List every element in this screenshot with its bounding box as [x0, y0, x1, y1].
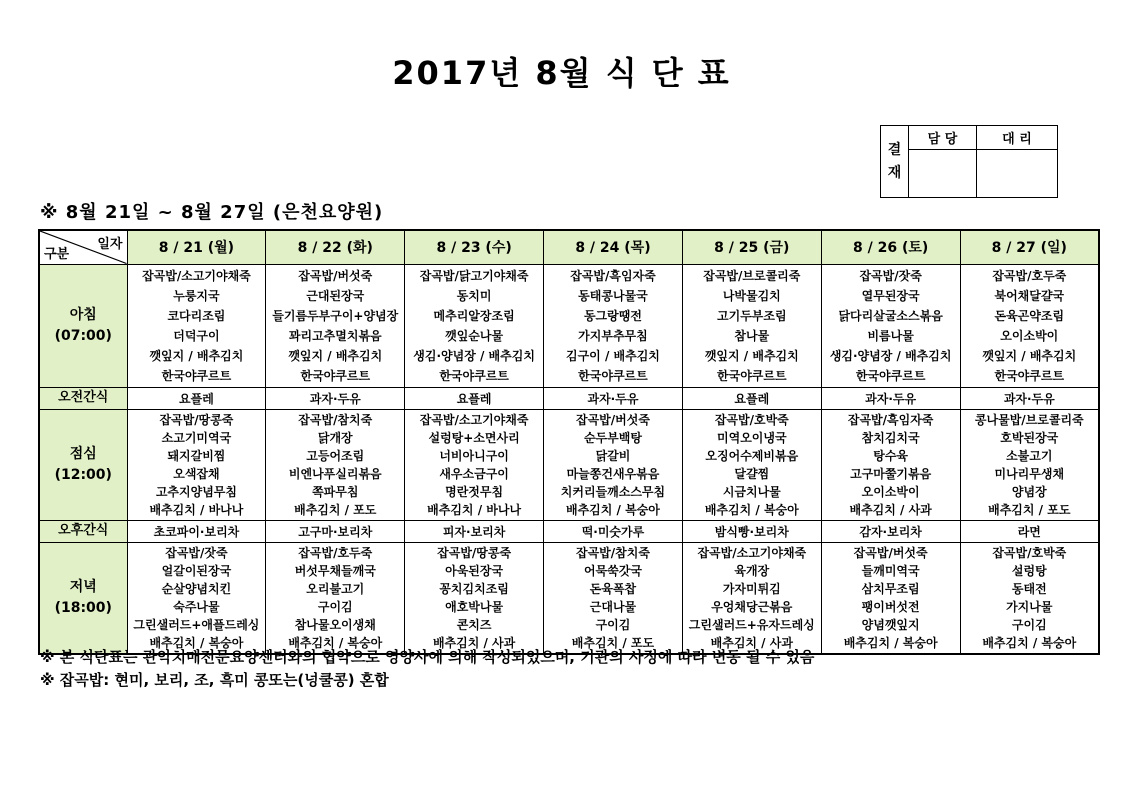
row-label-text: 점심	[69, 446, 97, 463]
menu-item: 돈육폭찹	[589, 581, 637, 596]
menu-item: 한국야쿠르트	[717, 368, 787, 383]
menu-item: 육개장	[734, 563, 770, 578]
menu-item: 미역오이냉국	[717, 430, 787, 445]
menu-item: 꽈리고추멸치볶음	[288, 328, 382, 343]
menu-cell	[127, 264, 266, 387]
menu-item: 그린샐러드+애플드레싱	[133, 617, 260, 632]
menu-item: 근대나물	[589, 599, 637, 614]
menu-item: 잡곡밥/참치죽	[575, 545, 650, 560]
row-label-breakfast	[39, 264, 127, 387]
menu-item: 더덕구이	[173, 328, 220, 343]
snack-cell: 감자·보리차	[821, 520, 960, 542]
meal-plan-table	[38, 229, 1100, 655]
menu-cell	[266, 542, 405, 654]
row-label-text: 아침	[69, 307, 97, 324]
approval-sign-cell	[909, 150, 977, 197]
menu-item: 비름나물	[867, 328, 914, 343]
menu-item: 배추김치 / 복숭아	[288, 635, 383, 650]
menu-item: 닭개장	[317, 430, 353, 445]
menu-item: 잡곡밥/버섯죽	[298, 268, 373, 283]
menu-item: 들깨미역국	[861, 563, 920, 578]
menu-item: 오리불고기	[306, 581, 365, 596]
menu-item: 그린샐러드+유자드레싱	[688, 617, 815, 632]
menu-item: 쪽파무침	[312, 484, 359, 499]
menu-item: 잡곡밥/소고기야채죽	[142, 268, 251, 283]
menu-item: 설렁탕+소면사리	[428, 430, 520, 445]
menu-item: 오색잡채	[173, 466, 220, 481]
menu-item: 우엉채당근볶음	[711, 599, 793, 614]
approval-stamp-cell	[881, 126, 909, 197]
menu-item: 누룽지국	[173, 288, 220, 303]
menu-item: 양념깻잎지	[861, 617, 920, 632]
menu-item: 호박된장국	[1000, 430, 1059, 445]
menu-item: 배추김치 / 복숭아	[149, 635, 244, 650]
menu-item: 동치미	[456, 288, 492, 303]
snack-cell: 밤식빵·보리차	[682, 520, 821, 542]
page-title: 2017년 8월 식 단 표	[392, 54, 731, 92]
menu-item: 배추김치 / 사과	[849, 502, 932, 517]
menu-cell	[405, 409, 544, 520]
menu-item: 잡곡밥/잣죽	[165, 545, 228, 560]
menu-item: 한국야쿠르트	[855, 368, 926, 383]
menu-item: 구이김	[317, 599, 353, 614]
approval-sign-cell	[977, 150, 1057, 197]
menu-item: 한국야쿠르트	[578, 368, 648, 383]
row-label-dinner	[39, 542, 127, 654]
menu-item: 고기두부조림	[717, 308, 787, 323]
menu-item: 가지부추무침	[578, 328, 648, 343]
snack-cell: 피자·보리차	[405, 520, 544, 542]
menu-item: 동태전	[1011, 581, 1047, 596]
menu-item: 가지나물	[1006, 599, 1053, 614]
table-header-row	[39, 230, 1099, 264]
menu-cell	[960, 264, 1099, 387]
menu-item: 배추김치 / 복숭아	[704, 502, 799, 517]
menu-cell	[405, 264, 544, 387]
corner-label-date: 일자	[97, 237, 123, 252]
snack-cell: 요플레	[682, 387, 821, 409]
menu-item: 고추지양념무침	[155, 484, 237, 499]
day-header: 8 / 23 (수)	[405, 230, 544, 264]
menu-item: 참나물	[734, 328, 770, 343]
menu-item: 생김·양념장 / 배추김치	[413, 348, 535, 363]
day-header: 8 / 22 (화)	[266, 230, 405, 264]
menu-item: 깻잎순나물	[445, 328, 504, 343]
menu-item: 버섯무채들깨국	[294, 563, 376, 578]
snack-cell: 과자·두유	[266, 387, 405, 409]
menu-item: 애호박나물	[445, 599, 504, 614]
menu-cell	[544, 542, 683, 654]
week-range-subtitle: ※ 8월 21일 ~ 8월 27일 (은천요양원)	[40, 202, 384, 223]
row-label-text: 저녁	[69, 579, 97, 596]
menu-item: 잡곡밥/브로콜리죽	[703, 268, 801, 283]
menu-item: 구이김	[1011, 617, 1047, 632]
menu-item: 돼지갈비찜	[167, 448, 226, 463]
menu-item: 한국야쿠르트	[300, 368, 371, 383]
menu-item: 배추김치 / 복숭아	[843, 635, 938, 650]
menu-item: 팽이버섯전	[861, 599, 920, 614]
row-label-lunch	[39, 409, 127, 520]
menu-item: 소고기미역국	[161, 430, 232, 445]
approval-stamp-label: 결재	[887, 142, 902, 181]
menu-cell	[960, 542, 1099, 654]
menu-item: 콩나물밥/브로콜리죽	[974, 412, 1084, 427]
menu-cell	[127, 542, 266, 654]
menu-item: 배추김치 / 복숭아	[982, 635, 1077, 650]
row-label-time: (18:00)	[54, 599, 112, 616]
menu-cell	[127, 409, 266, 520]
snack-cell: 요플레	[405, 387, 544, 409]
menu-item: 배추김치 / 바나나	[149, 502, 244, 517]
menu-item: 열무된장국	[861, 288, 920, 303]
menu-item: 잡곡밥/흑임자죽	[847, 412, 934, 427]
menu-item: 콘치즈	[456, 617, 492, 632]
approval-box	[880, 125, 1058, 198]
menu-cell	[544, 264, 683, 387]
menu-cell	[821, 409, 960, 520]
row-label-am-snack: 오전간식	[39, 387, 127, 409]
approval-col-daeri: 대 리	[977, 126, 1057, 150]
approval-col-damdang: 담 당	[909, 126, 977, 150]
menu-item: 비엔나푸실리볶음	[288, 466, 382, 481]
menu-item: 메추리알장조림	[433, 308, 515, 323]
snack-cell: 떡·미숫가루	[544, 520, 683, 542]
menu-item: 고등어조림	[306, 448, 365, 463]
menu-item: 배추김치 / 사과	[432, 635, 516, 650]
menu-item: 시금치나물	[722, 484, 781, 499]
menu-item: 한국야쿠르트	[439, 368, 509, 383]
menu-cell	[682, 264, 821, 387]
menu-item: 오이소박이	[1000, 328, 1059, 343]
menu-item: 구이김	[595, 617, 631, 632]
menu-item: 참나물오이생채	[294, 617, 376, 632]
menu-item: 소불고기	[1006, 448, 1053, 463]
menu-item: 배추김치 / 포도	[988, 502, 1071, 517]
snack-cell: 요플레	[127, 387, 266, 409]
menu-item: 미나리무생채	[994, 466, 1065, 481]
menu-item: 오징어수제비볶음	[705, 448, 799, 463]
menu-item: 설렁탕	[1011, 563, 1047, 578]
menu-cell	[266, 264, 405, 387]
breakfast-row	[39, 264, 1099, 387]
menu-cell	[544, 409, 683, 520]
menu-item: 순두부백탕	[583, 430, 642, 445]
menu-item: 닭갈비	[595, 448, 631, 463]
snack-cell: 과자·두유	[544, 387, 683, 409]
menu-item: 배추김치 / 포도	[294, 502, 377, 517]
menu-item: 잡곡밥/호박죽	[714, 412, 789, 427]
day-header: 8 / 25 (금)	[682, 230, 821, 264]
menu-item: 꽁치김치조림	[439, 581, 509, 596]
snack-cell: 초코파이·보리차	[127, 520, 266, 542]
row-label-time: (07:00)	[54, 327, 112, 344]
menu-item: 생김·양념장 / 배추김치	[829, 348, 952, 363]
note-line: ※ 잡곡밥: 현미, 보리, 조, 흑미 콩또는(넝쿨콩) 혼합	[40, 671, 389, 689]
menu-item: 잡곡밥/닭고기야채죽	[419, 268, 529, 283]
menu-item: 잡곡밥/땅콩죽	[437, 545, 512, 560]
day-header: 8 / 26 (토)	[821, 230, 960, 264]
dinner-row	[39, 542, 1099, 654]
menu-cell	[682, 542, 821, 654]
menu-item: 잡곡밥/호두죽	[992, 268, 1067, 283]
menu-item: 북어채달걀국	[994, 288, 1065, 303]
day-header: 8 / 24 (목)	[544, 230, 683, 264]
day-header: 8 / 27 (일)	[960, 230, 1099, 264]
menu-item: 깻잎지 / 배추김치	[288, 348, 383, 363]
menu-item: 깻잎지 / 배추김치	[704, 348, 799, 363]
menu-cell	[821, 264, 960, 387]
menu-cell	[821, 542, 960, 654]
menu-item: 나박물김치	[722, 288, 781, 303]
menu-item: 가자미튀김	[722, 581, 781, 596]
menu-item: 배추김치 / 포도	[571, 635, 655, 650]
menu-item: 배추김치 / 복숭아	[566, 502, 660, 517]
menu-item: 삼치무조림	[861, 581, 920, 596]
menu-item: 동태콩나물국	[578, 288, 648, 303]
menu-item: 잡곡밥/호박죽	[992, 545, 1067, 560]
menu-item: 명란젓무침	[445, 484, 504, 499]
menu-item: 잡곡밥/호두죽	[298, 545, 373, 560]
snack-cell: 과자·두유	[960, 387, 1099, 409]
menu-item: 근대된장국	[306, 288, 365, 303]
menu-item: 탕수육	[873, 448, 909, 463]
menu-item: 배추김치 / 사과	[710, 635, 793, 650]
menu-item: 잡곡밥/소고기야채죽	[419, 412, 529, 427]
menu-item: 잡곡밥/땅콩죽	[159, 412, 234, 427]
menu-item: 너비아니구이	[439, 448, 509, 463]
menu-item: 배추김치 / 바나나	[427, 502, 522, 517]
menu-item: 달걀찜	[734, 466, 770, 481]
menu-item: 잡곡밥/흑임자죽	[570, 268, 656, 283]
menu-cell	[960, 409, 1099, 520]
menu-item: 잡곡밥/버섯죽	[853, 545, 928, 560]
menu-item: 새우소금구이	[439, 466, 509, 481]
menu-item: 숙주나물	[173, 599, 220, 614]
snack-cell: 과자·두유	[821, 387, 960, 409]
approval-grid	[909, 126, 1057, 197]
menu-item: 잡곡밥/소고기야채죽	[697, 545, 807, 560]
menu-cell	[266, 409, 405, 520]
menu-item: 김구이 / 배추김치	[566, 348, 660, 363]
menu-item: 동그랑땡전	[583, 308, 642, 323]
footer-notes	[40, 646, 814, 692]
menu-item: 치커리들깨소스무침	[560, 484, 666, 499]
menu-item: 돈육곤약조림	[994, 308, 1065, 323]
menu-item: 얼갈이된장국	[161, 563, 232, 578]
corner-label-category: 구분	[44, 246, 70, 262]
am-snack-row	[39, 387, 1099, 409]
snack-cell: 라면	[960, 520, 1099, 542]
corner-cell	[39, 230, 127, 264]
menu-item: 양념장	[1011, 484, 1047, 499]
menu-item: 마늘쫑건새우볶음	[566, 466, 660, 481]
menu-item: 한국야쿠르트	[161, 368, 232, 383]
pm-snack-row	[39, 520, 1099, 542]
row-label-pm-snack: 오후간식	[39, 520, 127, 542]
snack-cell: 고구마·보리차	[266, 520, 405, 542]
menu-item: 잡곡밥/버섯죽	[575, 412, 650, 427]
menu-item: 잡곡밥/참치죽	[298, 412, 373, 427]
menu-cell	[405, 542, 544, 654]
menu-item: 오이소박이	[861, 484, 920, 499]
menu-item: 코다리조림	[167, 308, 226, 323]
menu-item: 깻잎지 / 배추김치	[149, 348, 244, 363]
row-label-time: (12:00)	[54, 466, 112, 483]
menu-item: 깻잎지 / 배추김치	[982, 348, 1077, 363]
menu-item: 한국야쿠르트	[994, 368, 1065, 383]
note-line: ※ 본 식단표는 관악치매전문요양센터와의 협약으로 영양사에 의해 작성되었으며, 기관의 사정에 따라 변동 될 수 있음	[40, 648, 815, 666]
menu-item: 들기름두부구이+양념장	[272, 308, 399, 323]
day-header: 8 / 21 (월)	[127, 230, 266, 264]
menu-item: 아욱된장국	[445, 563, 504, 578]
menu-item: 고구마쭐기볶음	[850, 466, 932, 481]
menu-item: 참치김치국	[861, 430, 920, 445]
lunch-row	[39, 409, 1099, 520]
menu-cell	[682, 409, 821, 520]
menu-item: 어묵쑥갓국	[583, 563, 642, 578]
menu-item: 순살양념치킨	[161, 581, 232, 596]
menu-item: 잡곡밥/잣죽	[859, 268, 922, 283]
menu-item: 닭다리살굴소스볶음	[838, 308, 943, 323]
